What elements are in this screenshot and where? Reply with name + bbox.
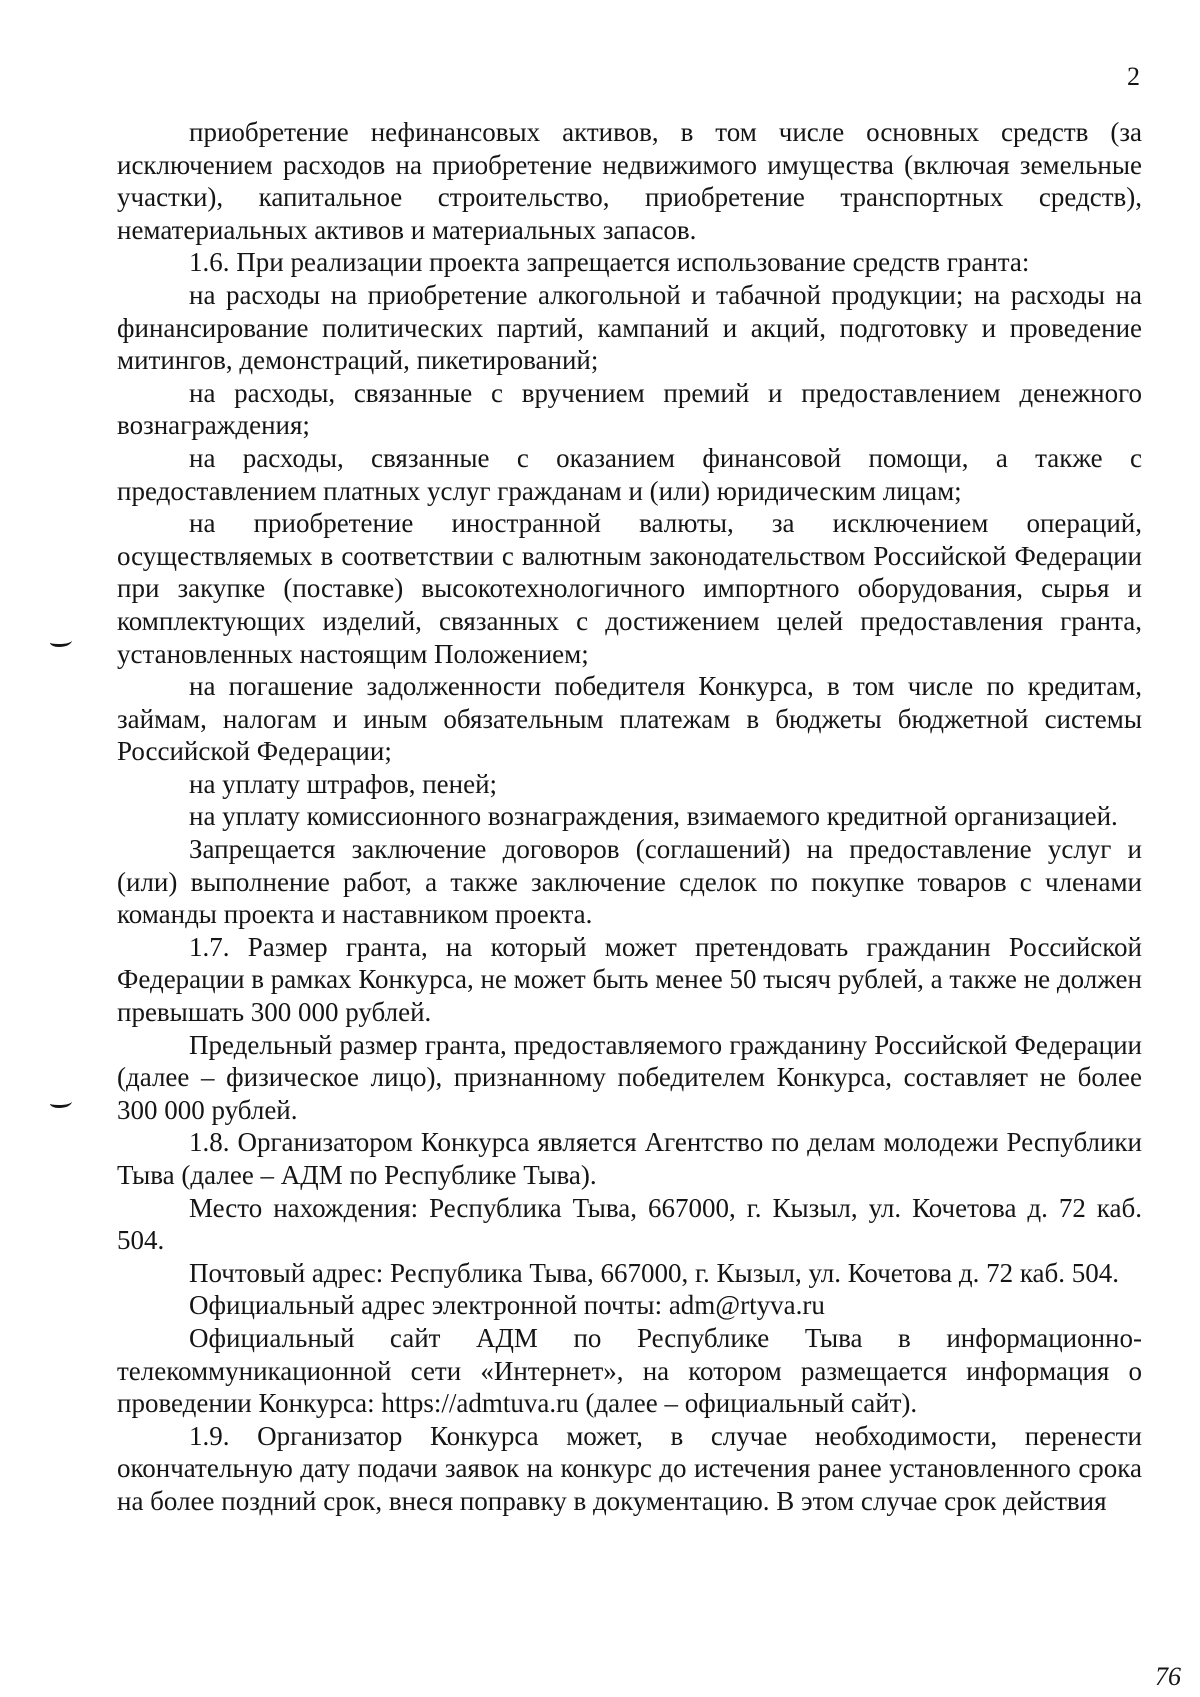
paragraph-contract-prohibition: Запрещается заключение договоров (соглашений) на предоставление услуг и (или) выполнение работ, а также заключение сделок по покупке товаров с членами команды проекта и наставником проекта. xyxy=(117,834,1142,930)
paragraph-1-6: 1.6. При реализации проекта запрещается использование средств гранта: xyxy=(189,247,1030,278)
paragraph-postal-address: Почтовый адрес: Республика Тыва, 667000, г. Кызыл, ул. Кочетова д. 72 каб. 504. xyxy=(189,1257,1120,1288)
paragraph-nonfinancial-assets: приобретение нефинансовых активов, в том числе основных средств (за исключением расходов на приобретение недвижимого имущества (включая земельные участки), капитальное строительство, приобретение транспортных средств), нематериальных активов и материальных запасов. xyxy=(117,117,1142,245)
paragraph-location: Место нахождения: Республика Тыва, 667000, г. Кызыл, ул. Кочетова д. 72 каб. 504. xyxy=(117,1192,1142,1256)
paragraph-1-8: 1.8. Организатором Конкурса является Агентство по делам молодежи Республики Тыва (далее – АДМ по Республике Тыва). xyxy=(117,1127,1142,1190)
paragraph-grant-limit: Предельный размер гранта, предоставляемого гражданину Российской Федерации (далее – физическое лицо), признанному победителем Конкурса, составляет не более 300 000 рублей. xyxy=(117,1029,1142,1125)
paragraph-foreign-currency: на приобретение иностранной валюты, за исключением операций, осуществляемых в соответствии с валютным законодательством Российской Федерации при закупке (поставке) высокотехнологичного импортного оборудования, сырья и комплектующих изделий, связанных с достижением целей предоставления гранта, установленных настоящим Положением; xyxy=(117,508,1142,669)
paragraph-email: Официальный адрес электронной почты: adm@rtyva.ru xyxy=(189,1290,825,1321)
paragraph-alcohol-politics: на расходы на приобретение алкогольной и табачной продукции; на расходы на финансирование политических партий, кампаний и акций, подготовку и проведение митингов, демонстраций, пикетирований; xyxy=(117,279,1142,376)
paragraph-bank-commission: на уплату комиссионного вознаграждения, взимаемого кредитной организацией. xyxy=(189,801,1118,832)
margin-mark xyxy=(50,1097,72,1108)
paragraph-1-7: 1.7. Размер гранта, на который может претендовать гражданин Российской Федерации в рамках Конкурса, не может быть менее 50 тысяч рублей, а также не должен превышать 300 000 рублей. xyxy=(117,931,1142,1028)
paragraph-premiums: на расходы, связанные с вручением премий и предоставлением денежного вознаграждения; xyxy=(117,377,1142,441)
paragraph-fines: на уплату штрафов, пеней; xyxy=(189,768,498,799)
handwritten-page-mark: 76 xyxy=(1155,1662,1181,1691)
document-body xyxy=(117,116,1142,1518)
paragraph-debt-repayment: на погашение задолженности победителя Конкурса, в том числе по кредитам, займам, налогам и иным обязательным платежам в бюджеты бюджетной системы Российской Федерации; xyxy=(117,671,1142,767)
paragraph-1-9: 1.9. Организатор Конкурса может, в случае необходимости, перенести окончательную дату подачи заявок на конкурс до истечения ранее установленного срока на более поздний срок, внеся поправку в документацию. В этом случае срок действия xyxy=(117,1420,1142,1516)
paragraph-financial-aid: на расходы, связанные с оказанием финансовой помощи, а также с предоставлением платных услуг гражданам и (или) юридическим лицам; xyxy=(117,442,1142,506)
page-number: 2 xyxy=(1127,62,1140,91)
margin-mark xyxy=(50,636,72,647)
paragraph-official-site: Официальный сайт АДМ по Республике Тыва в информационно-телекоммуникационной сети «Интернет», на котором размещается информация о проведении Конкурса: https://admtuva.ru (далее – официальный сайт). xyxy=(117,1322,1142,1419)
